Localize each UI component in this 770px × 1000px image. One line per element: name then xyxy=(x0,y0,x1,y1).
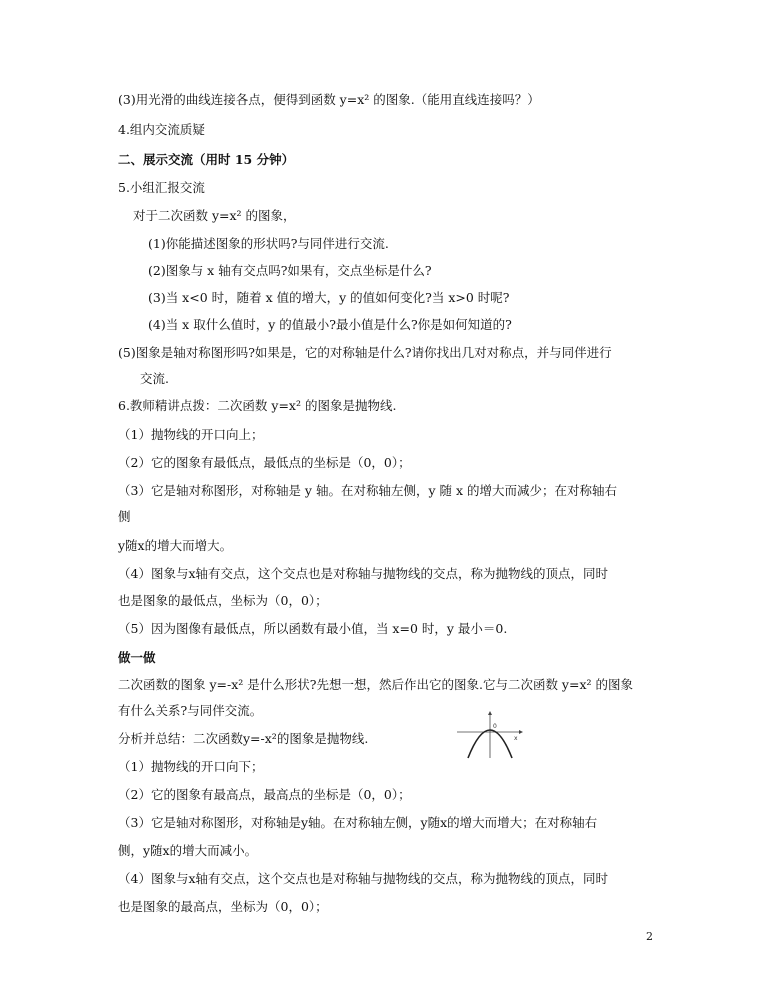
text-line-5: 对于二次函数 y=x² 的图象， xyxy=(133,208,296,223)
text-line-4: 5.小组汇报交流 xyxy=(118,180,205,195)
question-3: (3)当 x<0 时，随着 x 值的增大，y 的值如何变化?当 x>0 时呢? xyxy=(148,290,510,305)
origin-label: 0 xyxy=(493,723,497,730)
question-1: (1)你能描述图象的形状吗?与同伴进行交流. xyxy=(148,236,389,251)
x-label: x xyxy=(514,735,518,742)
summary-point-4: （4）图象与x轴有交点，这个交点也是对称轴与抛物线的交点，称为抛物线的顶点，同时 xyxy=(118,871,609,886)
teacher-point-1: （1）抛物线的开口向上； xyxy=(118,427,264,442)
text-line-1: (3)用光滑的曲线连接各点，便得到函数 y=x² 的图象.（能用直线连接吗？） xyxy=(118,92,540,107)
question-2: (2)图象与 x 轴有交点吗?如果有，交点坐标是什么? xyxy=(148,263,432,278)
activity-text-cont: 有什么关系?与同伴交流。 xyxy=(118,703,263,718)
teacher-point-3-cont: 侧 xyxy=(118,509,131,524)
question-5: (5)图象是轴对称图形吗?如果是，它的对称轴是什么?请你找出几对对称点，并与同伴进行 xyxy=(118,345,612,360)
summary-point-4-cont: 也是图象的最高点，坐标为（0，0）； xyxy=(118,899,328,914)
teacher-point-2: （2）它的图象有最低点，最低点的坐标是（0，0）； xyxy=(118,455,411,470)
activity-text: 二次函数的图象 y=-x² 是什么形状?先想一想，然后作出它的图象.它与二次函数 y=x² 的图象 xyxy=(118,677,633,692)
question-4: (4)当 x 取什么值时，y 的值最小?最小值是什么?你是如何知道的? xyxy=(148,317,512,332)
teacher-point-5: （5）因为图像有最低点，所以函数有最小值，当 x=0 时，y 最小＝0. xyxy=(118,621,508,636)
activity-heading: 做一做 xyxy=(118,650,156,665)
summary-point-1: （1）抛物线的开口向下； xyxy=(118,759,264,774)
teacher-point-3: （3）它是轴对称图形，对称轴是 y 轴。在对称轴左侧，y 随 x 的增大而减少；在对称轴右 xyxy=(118,483,617,498)
teacher-point-4: （4）图象与x轴有交点，这个交点也是对称轴与抛物线的交点，称为抛物线的顶点，同时 xyxy=(118,566,609,581)
teacher-heading: 6.教师精讲点拨：二次函数 y=x² 的图象是抛物线. xyxy=(118,398,397,413)
x-axis-arrow-icon xyxy=(519,730,523,734)
teacher-point-3-cont2: y随x的增大而增大。 xyxy=(118,538,233,553)
summary-point-3: （3）它是轴对称图形，对称轴是y轴。在对称轴左侧，y随x的增大而增大；在对称轴右 xyxy=(118,815,598,830)
text-line-2: 4.组内交流质疑 xyxy=(118,122,205,137)
summary-point-3-cont: 侧，y随x的增大而减小。 xyxy=(118,843,258,858)
section-heading: 二、展示交流（用时 15 分钟） xyxy=(118,152,295,167)
y-axis-arrow-icon xyxy=(488,711,492,715)
summary-heading: 分析并总结：二次函数y=-x²的图象是抛物线. xyxy=(118,731,369,746)
parabola-figure xyxy=(455,710,525,760)
summary-point-2: （2）它的图象有最高点，最高点的坐标是（0，0）； xyxy=(118,787,411,802)
page-number: 2 xyxy=(646,930,653,943)
teacher-point-4-cont: 也是图象的最低点，坐标为（0，0）； xyxy=(118,593,328,608)
question-5-cont: 交流. xyxy=(140,371,169,386)
